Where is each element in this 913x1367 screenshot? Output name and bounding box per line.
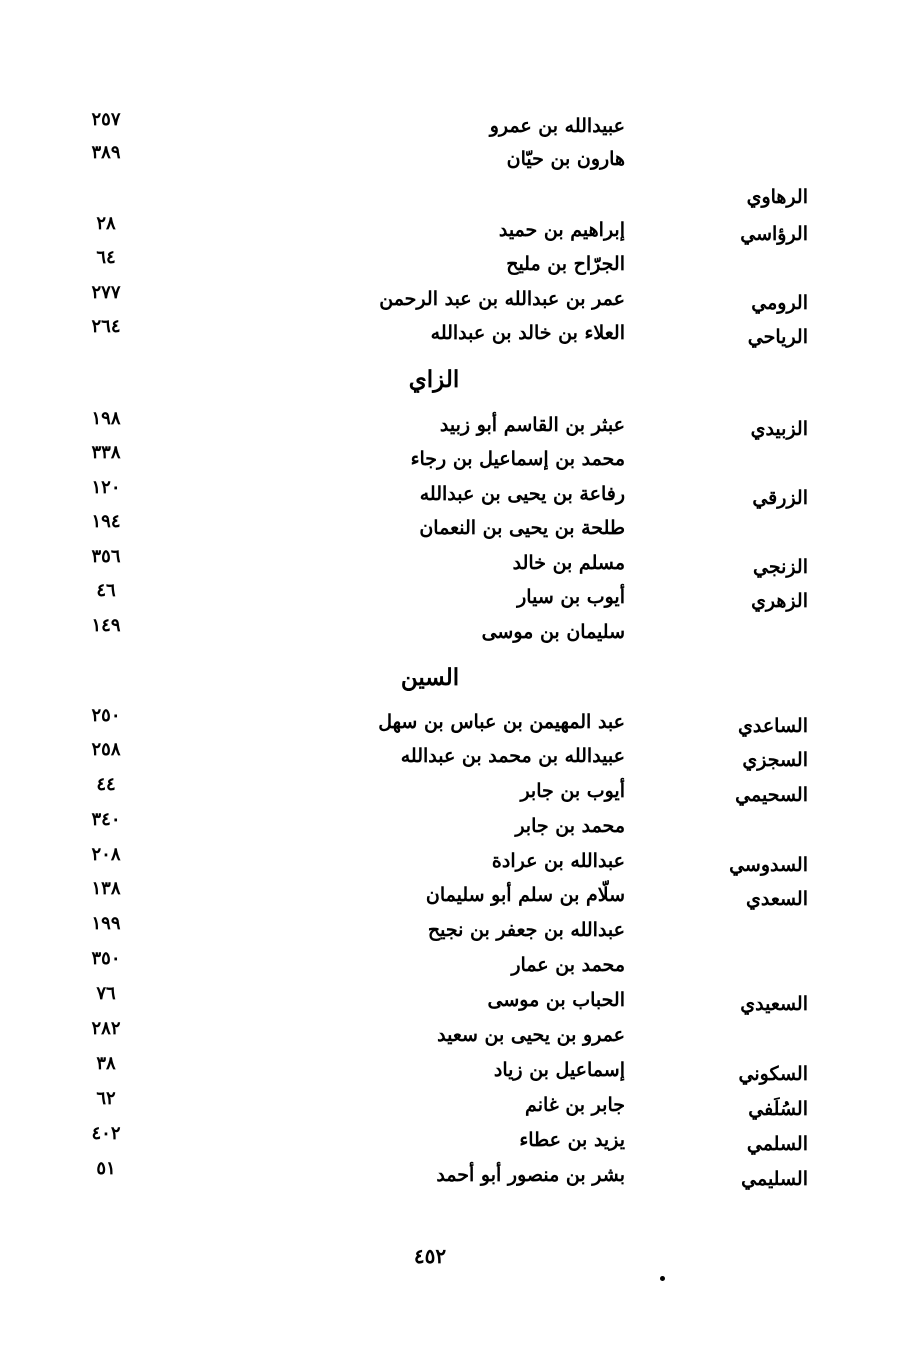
entry-page-ref: ٦٢ (96, 1088, 116, 1109)
entry-nisba: السعدي (745, 888, 808, 910)
entry-name: عبدالله بن جعفر بن نجيح (427, 919, 625, 941)
index-entry (60, 844, 820, 884)
entry-page-ref: ١٣٨ (91, 878, 121, 899)
entry-page-ref: ١٢٠ (91, 477, 121, 498)
entry-name: محمد بن جابر (515, 815, 625, 837)
entry-name: عبيدالله بن عمرو (489, 115, 625, 137)
entry-nisba: الرياحي (747, 326, 808, 348)
entry-nisba: السدوسي (729, 854, 808, 876)
index-entry (60, 442, 820, 482)
entry-nisba: الرومي (751, 292, 808, 314)
entry-nisba: السجزي (742, 749, 808, 771)
entry-page-ref: ٣٥٦ (91, 546, 121, 567)
section-heading-zay: الزاي (408, 366, 460, 393)
entry-name: سلّام بن سلم أبو سليمان (425, 884, 625, 906)
section-heading-sin: السين (400, 664, 460, 691)
entry-name: هارون بن حيّان (506, 148, 625, 170)
index-entry (60, 109, 820, 149)
index-entry (60, 809, 820, 849)
entry-nisba: الزرقي (752, 487, 808, 509)
index-entry (60, 546, 820, 586)
index-entry (60, 1158, 820, 1198)
entry-name: يزيد بن عطاء (519, 1129, 625, 1151)
entry-name: العلاء بن خالد بن عبدالله (430, 322, 625, 344)
entry-name: سليمان بن موسى (481, 621, 625, 643)
entry-nisba: الزنجي (753, 556, 808, 578)
entry-name: محمد بن عمار (511, 954, 625, 976)
entry-name: إبراهيم بن حميد (498, 219, 625, 241)
index-entry (60, 142, 820, 182)
entry-page-ref: ١٩٩ (91, 913, 121, 934)
entry-name: أيوب بن سيار (517, 586, 625, 608)
entry-name: بشر بن منصور أبو أحمد (436, 1164, 625, 1186)
entry-name: الجرّاح بن مليح (506, 253, 625, 275)
entry-page-ref: ٢٧٧ (91, 282, 121, 303)
entry-page-ref: ٥١ (96, 1158, 116, 1179)
index-entry (60, 774, 820, 814)
entry-name: عمر بن عبدالله بن عبد الرحمن (379, 288, 625, 310)
entry-nisba: الرهاوي (746, 186, 808, 208)
index-entry (60, 1123, 820, 1163)
index-entry (60, 983, 820, 1023)
index-entry (60, 247, 820, 287)
entry-page-ref: ٦٤ (96, 247, 116, 268)
index-entry (60, 213, 820, 253)
entry-nisba: السلمي (746, 1133, 808, 1155)
index-entry (60, 580, 820, 620)
index-entry (60, 913, 820, 953)
entry-page-ref: ٢٥٠ (91, 705, 121, 726)
index-entry (60, 1088, 820, 1128)
entry-nisba: السعيدي (740, 993, 808, 1015)
entry-name: طلحة بن يحيى بن النعمان (419, 517, 625, 539)
entry-page-ref: ٢٥٧ (91, 109, 121, 130)
entry-page-ref: ٣٣٨ (91, 442, 121, 463)
entry-page-ref: ٤٠٢ (91, 1123, 121, 1144)
index-entry (60, 282, 820, 322)
entry-page-ref: ١٩٤ (91, 511, 121, 532)
page-number: ٤٥٢ (413, 1244, 447, 1268)
entry-name: محمد بن إسماعيل بن رجاء (410, 448, 625, 470)
entry-name: عبثر بن القاسم أبو زبيد (439, 414, 625, 436)
entry-page-ref: ٢٦٤ (91, 316, 121, 337)
entry-page-ref: ٢٨٢ (91, 1018, 121, 1039)
entry-name: مسلم بن خالد (512, 552, 625, 574)
entry-nisba: الزبيدي (750, 418, 808, 440)
entry-name: عبد المهيمن بن عباس بن سهل (378, 711, 625, 733)
entry-nisba: الرؤاسي (740, 223, 808, 245)
index-entry (60, 739, 820, 779)
index-entry (60, 316, 820, 356)
entry-nisba: السُلَفي (748, 1098, 808, 1120)
index-entry (60, 615, 820, 655)
entry-nisba: السكوني (738, 1063, 808, 1085)
index-entry (60, 1053, 820, 1093)
entry-name: أيوب بن جابر (520, 780, 625, 802)
entry-nisba: الزهري (751, 590, 808, 612)
entry-nisba: السليمي (741, 1168, 808, 1190)
entry-name: رفاعة بن يحيى بن عبدالله (419, 483, 625, 505)
entry-page-ref: ٧٦ (96, 983, 116, 1004)
entry-name: عبيدالله بن محمد بن عبدالله (400, 745, 625, 767)
entry-page-ref: ٤٤ (96, 774, 116, 795)
entry-nisba: الساعدي (738, 715, 808, 737)
entry-page-ref: ٣٨ (96, 1053, 116, 1074)
entry-name: عبدالله بن عرادة (491, 850, 625, 872)
index-entry (60, 878, 820, 918)
entry-name: إسماعيل بن زياد (493, 1059, 625, 1081)
index-entry (60, 511, 820, 551)
entry-name: الحباب بن موسى (487, 989, 625, 1011)
entry-nisba: السحيمي (735, 784, 808, 806)
entry-page-ref: ٢٨ (96, 213, 116, 234)
ink-speck (660, 1276, 665, 1281)
entry-page-ref: ٢٥٨ (91, 739, 121, 760)
index-entry (60, 1018, 820, 1058)
entry-page-ref: ٢٠٨ (91, 844, 121, 865)
index-entry (60, 182, 820, 216)
entry-page-ref: ٣٥٠ (91, 948, 121, 969)
index-entry (60, 705, 820, 745)
index-entry (60, 948, 820, 988)
entry-page-ref: ٣٨٩ (91, 142, 121, 163)
index-entry (60, 477, 820, 517)
entry-page-ref: ١٩٨ (91, 408, 121, 429)
entry-page-ref: ٤٦ (96, 580, 116, 601)
entry-name: جابر بن غانم (525, 1094, 625, 1116)
entry-page-ref: ١٤٩ (91, 615, 121, 636)
entry-name: عمرو بن يحيى بن سعيد (437, 1024, 625, 1046)
entry-page-ref: ٣٤٠ (91, 809, 121, 830)
index-entry (60, 408, 820, 448)
